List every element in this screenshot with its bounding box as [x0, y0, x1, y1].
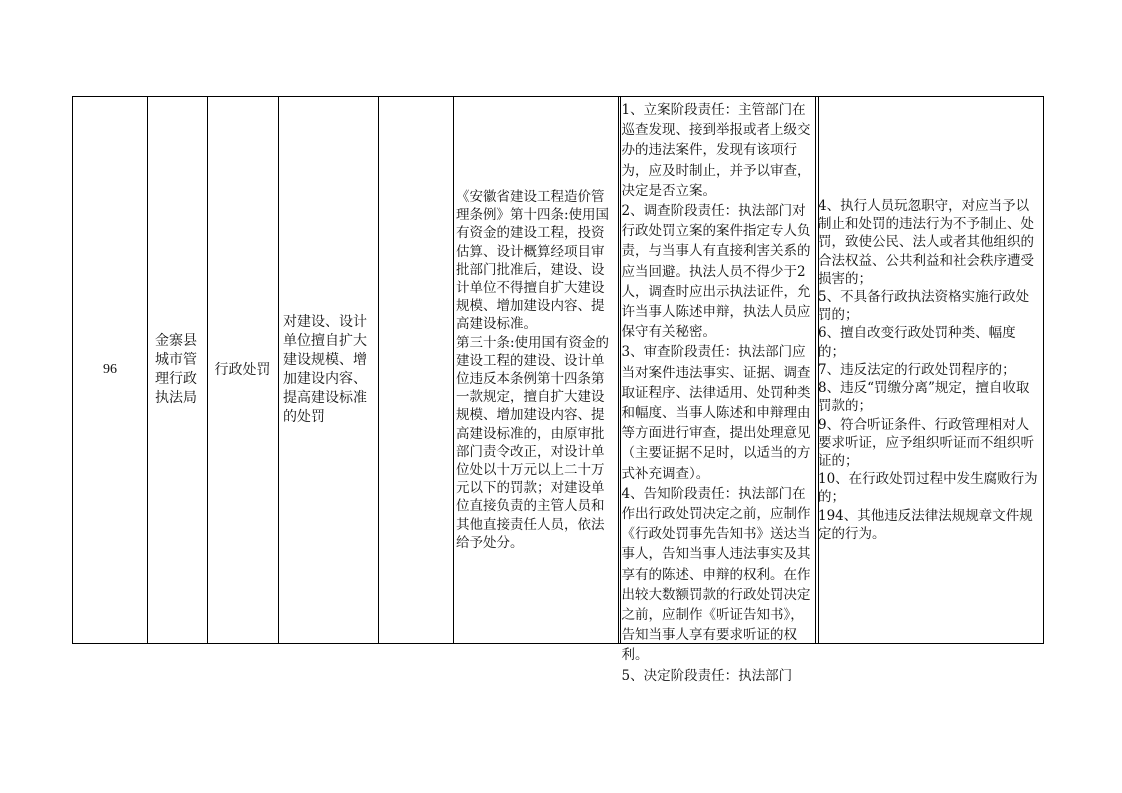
responsibility-cell: [620, 97, 815, 684]
item-name: 对建设、设计单位擅自扩大建设规模、增加建设内容、提高建设标准的处罚: [283, 314, 367, 425]
sub-item-cell: [378, 97, 453, 643]
department-cell: [147, 97, 207, 643]
responsibility-text: 1、立案阶段责任：主管部门在巡查发现、接到举报或者上级交办的违法案件，发现有该项行为，应及时制止，并予以审查，决定是否立案。 2、调查阶段责任：执法部门对行政处罚立案的案件指定专人负责，与当事人有直接利害关系的应当回避。执法人员不得少于2人，调查时应出示执法证件，允许当事人陈述申辩，执法人员应保守有关秘密。 3、审查阶段责任：执法部门应当对案件违法事实、证据、调查取证程序、法律适用、处罚种类和幅度、当事人陈述和申辩理由等方面进行审查，提出处理意见（主要证据不足时，以适当的方式补充调查）。 4、告知阶段责任：执法部门在作出行政处罚决定之前，应制作《行政处罚事先告知书》送达当事人，告知当事人违法事实及其享有的陈述、申辩的权利。在作出较大数额罚款的行政处罚决定之前，应制作《听证告知书》，告知当事人享有要求听证的权利。 5、决定阶段责任：执法部门: [621, 102, 811, 684]
column-divider: [815, 97, 816, 643]
department-name: 金寨县城市管理行政执法局: [155, 333, 197, 406]
row-number-cell: [73, 97, 147, 643]
item-name-cell: [278, 97, 378, 643]
category-cell: [207, 97, 278, 643]
row-number: 96: [103, 361, 117, 377]
item-table: [72, 96, 1044, 684]
accountability-cell: [818, 97, 1044, 643]
category-label: 行政处罚: [214, 361, 271, 378]
legal-basis-cell: [453, 97, 618, 643]
accountability-text: 4、执行人员玩忽职守，对应当予以制止和处罚的违法行为不予制止、处罚，致使公民、法人或者其他组织的合法权益、公共利益和社会秩序遭受损害的； 5、不具备行政执法资格实施行政处罚的； 6、擅自改变行政处罚种类、幅度的； 7、违反法定的行政处罚程序的； 8、违反“罚缴分离”规定，擅自收取罚款的； 9、符合听证条件、行政管理相对人要求听证，应予组织听证而不组织听证的； 10、在行政处罚过程中发生腐败行为的； 194、其他违反法律法规规章文件规定的行为。: [818, 198, 1038, 542]
legal-basis-text: 《安徽省建设工程造价管理条例》第十四条:使用国有资金的建设工程，投资估算、设计概算经项目审批部门批准后，建设、设计单位不得擅自扩大建设规模、增加建设内容、提高建设标准。 第三十条:使用国有资金的建设工程的建设、设计单位违反本条例第十四条第一款规定，擅自扩大建设规模、增加建设内容、提高建设标准的，由原审批部门责令改正，对设计单位处以十万元以上二十万元以下的罚款；对建设单位直接负责的主管人员和其他直接责任人员，依法给予处分。: [456, 188, 610, 551]
